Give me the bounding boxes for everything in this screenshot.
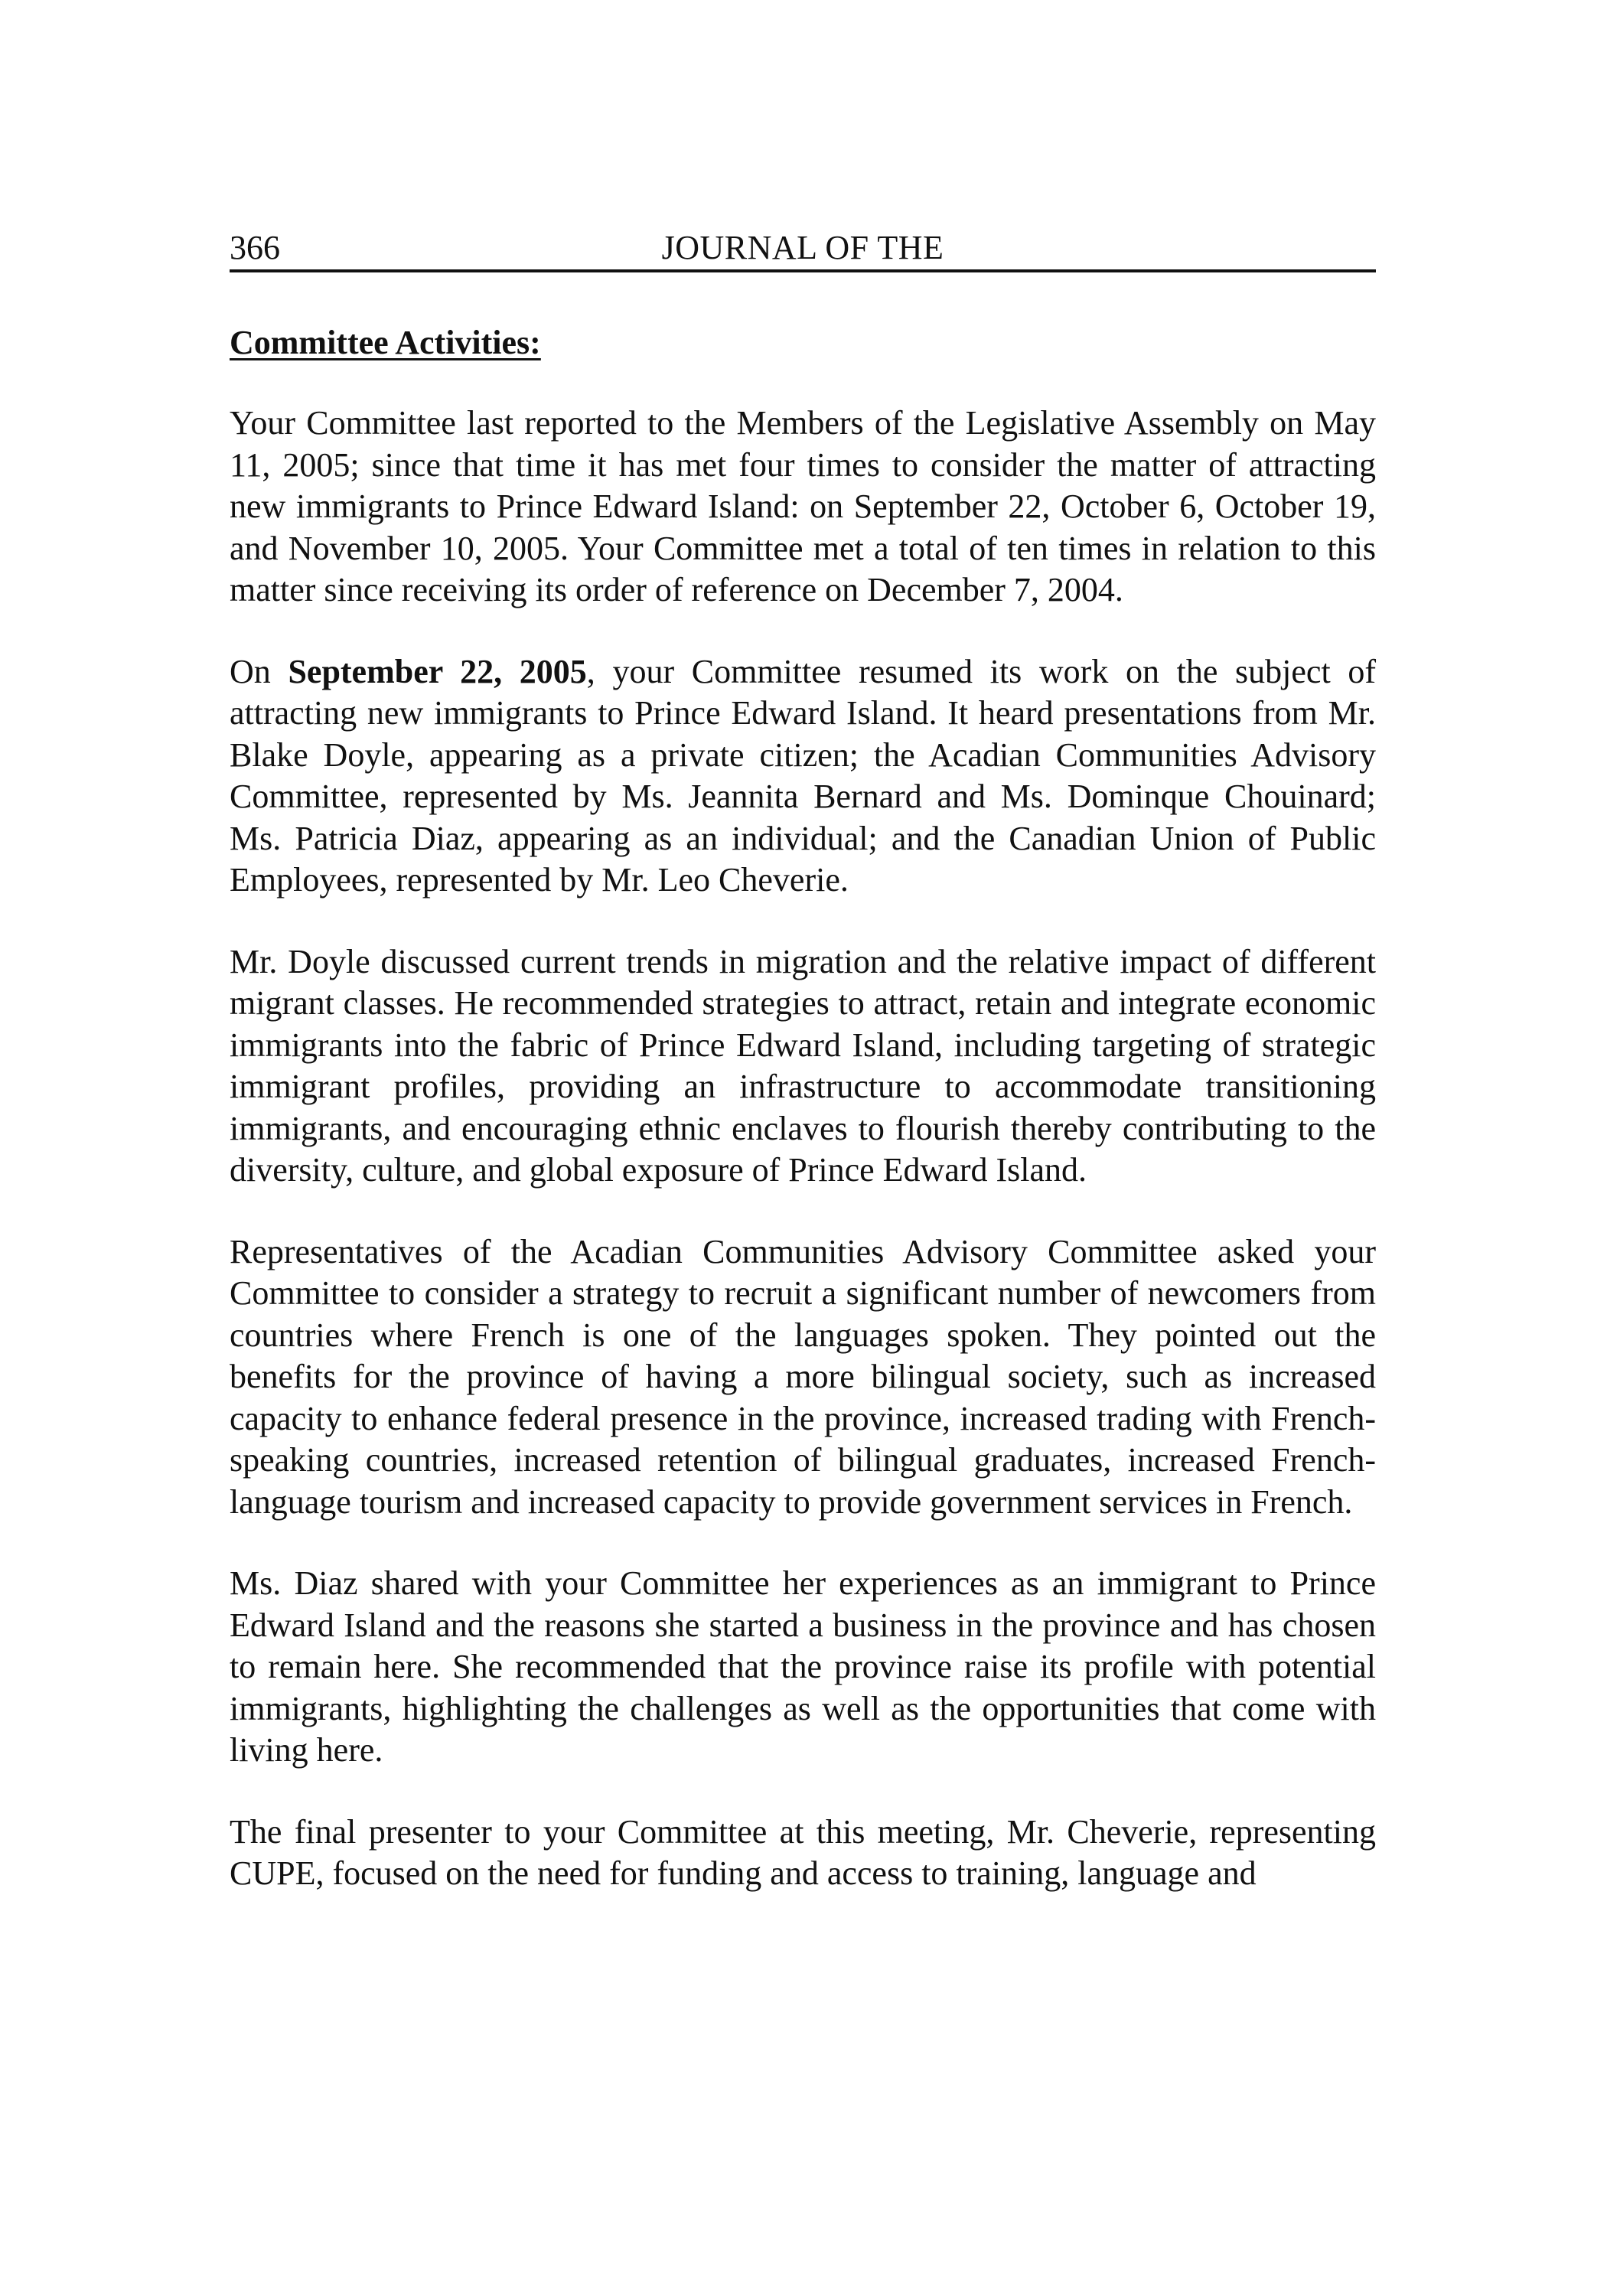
running-header — [230, 230, 1376, 272]
paragraph-doyle: Mr. Doyle discussed current trends in migration and the relative impact of different migrant classes. He recommended strategies to attract, retain and integrate economic immigrants into the fabric of Prince Edward Island, including targeting of strategic immigrant profiles, providing an infrastructure to accommodate transitioning immigrants, and encouraging ethnic enclaves to flourish thereby contributing to the diversity, culture, and global exposure of Prince Edward Island. — [230, 942, 1376, 1189]
meeting-date: September 22, 2005 — [288, 652, 587, 690]
paragraph-cheverie: The final presenter to your Committee at this meeting, Mr. Cheverie, representing CUPE, focused on the need for funding and access to training, language and — [230, 1812, 1376, 1892]
paragraph-last-report: Your Committee last reported to the Members of the Legislative Assembly on May 11, 2005; since that time it has met four times to consider the matter of attracting new immigrants to Prince Edward Island: on September 22, October 6, October 19, and November 10, 2005. Your Committee met a total of ten times in relation to this matter since receiving its order of reference on December 7, 2004. — [230, 404, 1376, 608]
journal-title: JOURNAL OF THE — [661, 229, 944, 266]
paragraph-prefix: On — [230, 652, 288, 690]
page-content — [230, 230, 1376, 1929]
paragraph-september-meeting — [230, 651, 1376, 902]
paragraph-acadian-committee: Representatives of the Acadian Communities Advisory Committee asked your Committee to consider a strategy to recruit a significant number of newcomers from countries where French is one of the languages spoken. They pointed out the benefits for the province of having a more bilingual society, such as increased capacity to enhance federal presence in the province, increased trading with French-speaking countries, increased retention of bilingual graduates, increased French-language tourism and increased capacity to provide government services in French. — [230, 1232, 1376, 1521]
section-heading: Committee Activities: — [230, 324, 541, 361]
paragraph-diaz: Ms. Diaz shared with your Committee her experiences as an immigrant to Prince Edward Island and the reasons she started a business in the province and has chosen to remain here. She recommended that the province raise its profile with potential immigrants, highlighting the challenges as well as the opportunities that come with living here. — [230, 1564, 1376, 1769]
page-number: 366 — [230, 229, 280, 266]
paragraph-continuation: , your Committee resumed its work on the subject of attracting new immigrants to Prince Edward Island. It heard presentations from Mr. Blake Doyle, appearing as a private citizen; the Acadian Communities Advisory Committee, represented by Ms. Jeannita Bernard and Ms. Dominque Chouinard; Ms. Patricia Diaz, appearing as an individual; and the Canadian Union of Public Employees, represented by Mr. Leo Cheverie. — [230, 652, 1376, 899]
